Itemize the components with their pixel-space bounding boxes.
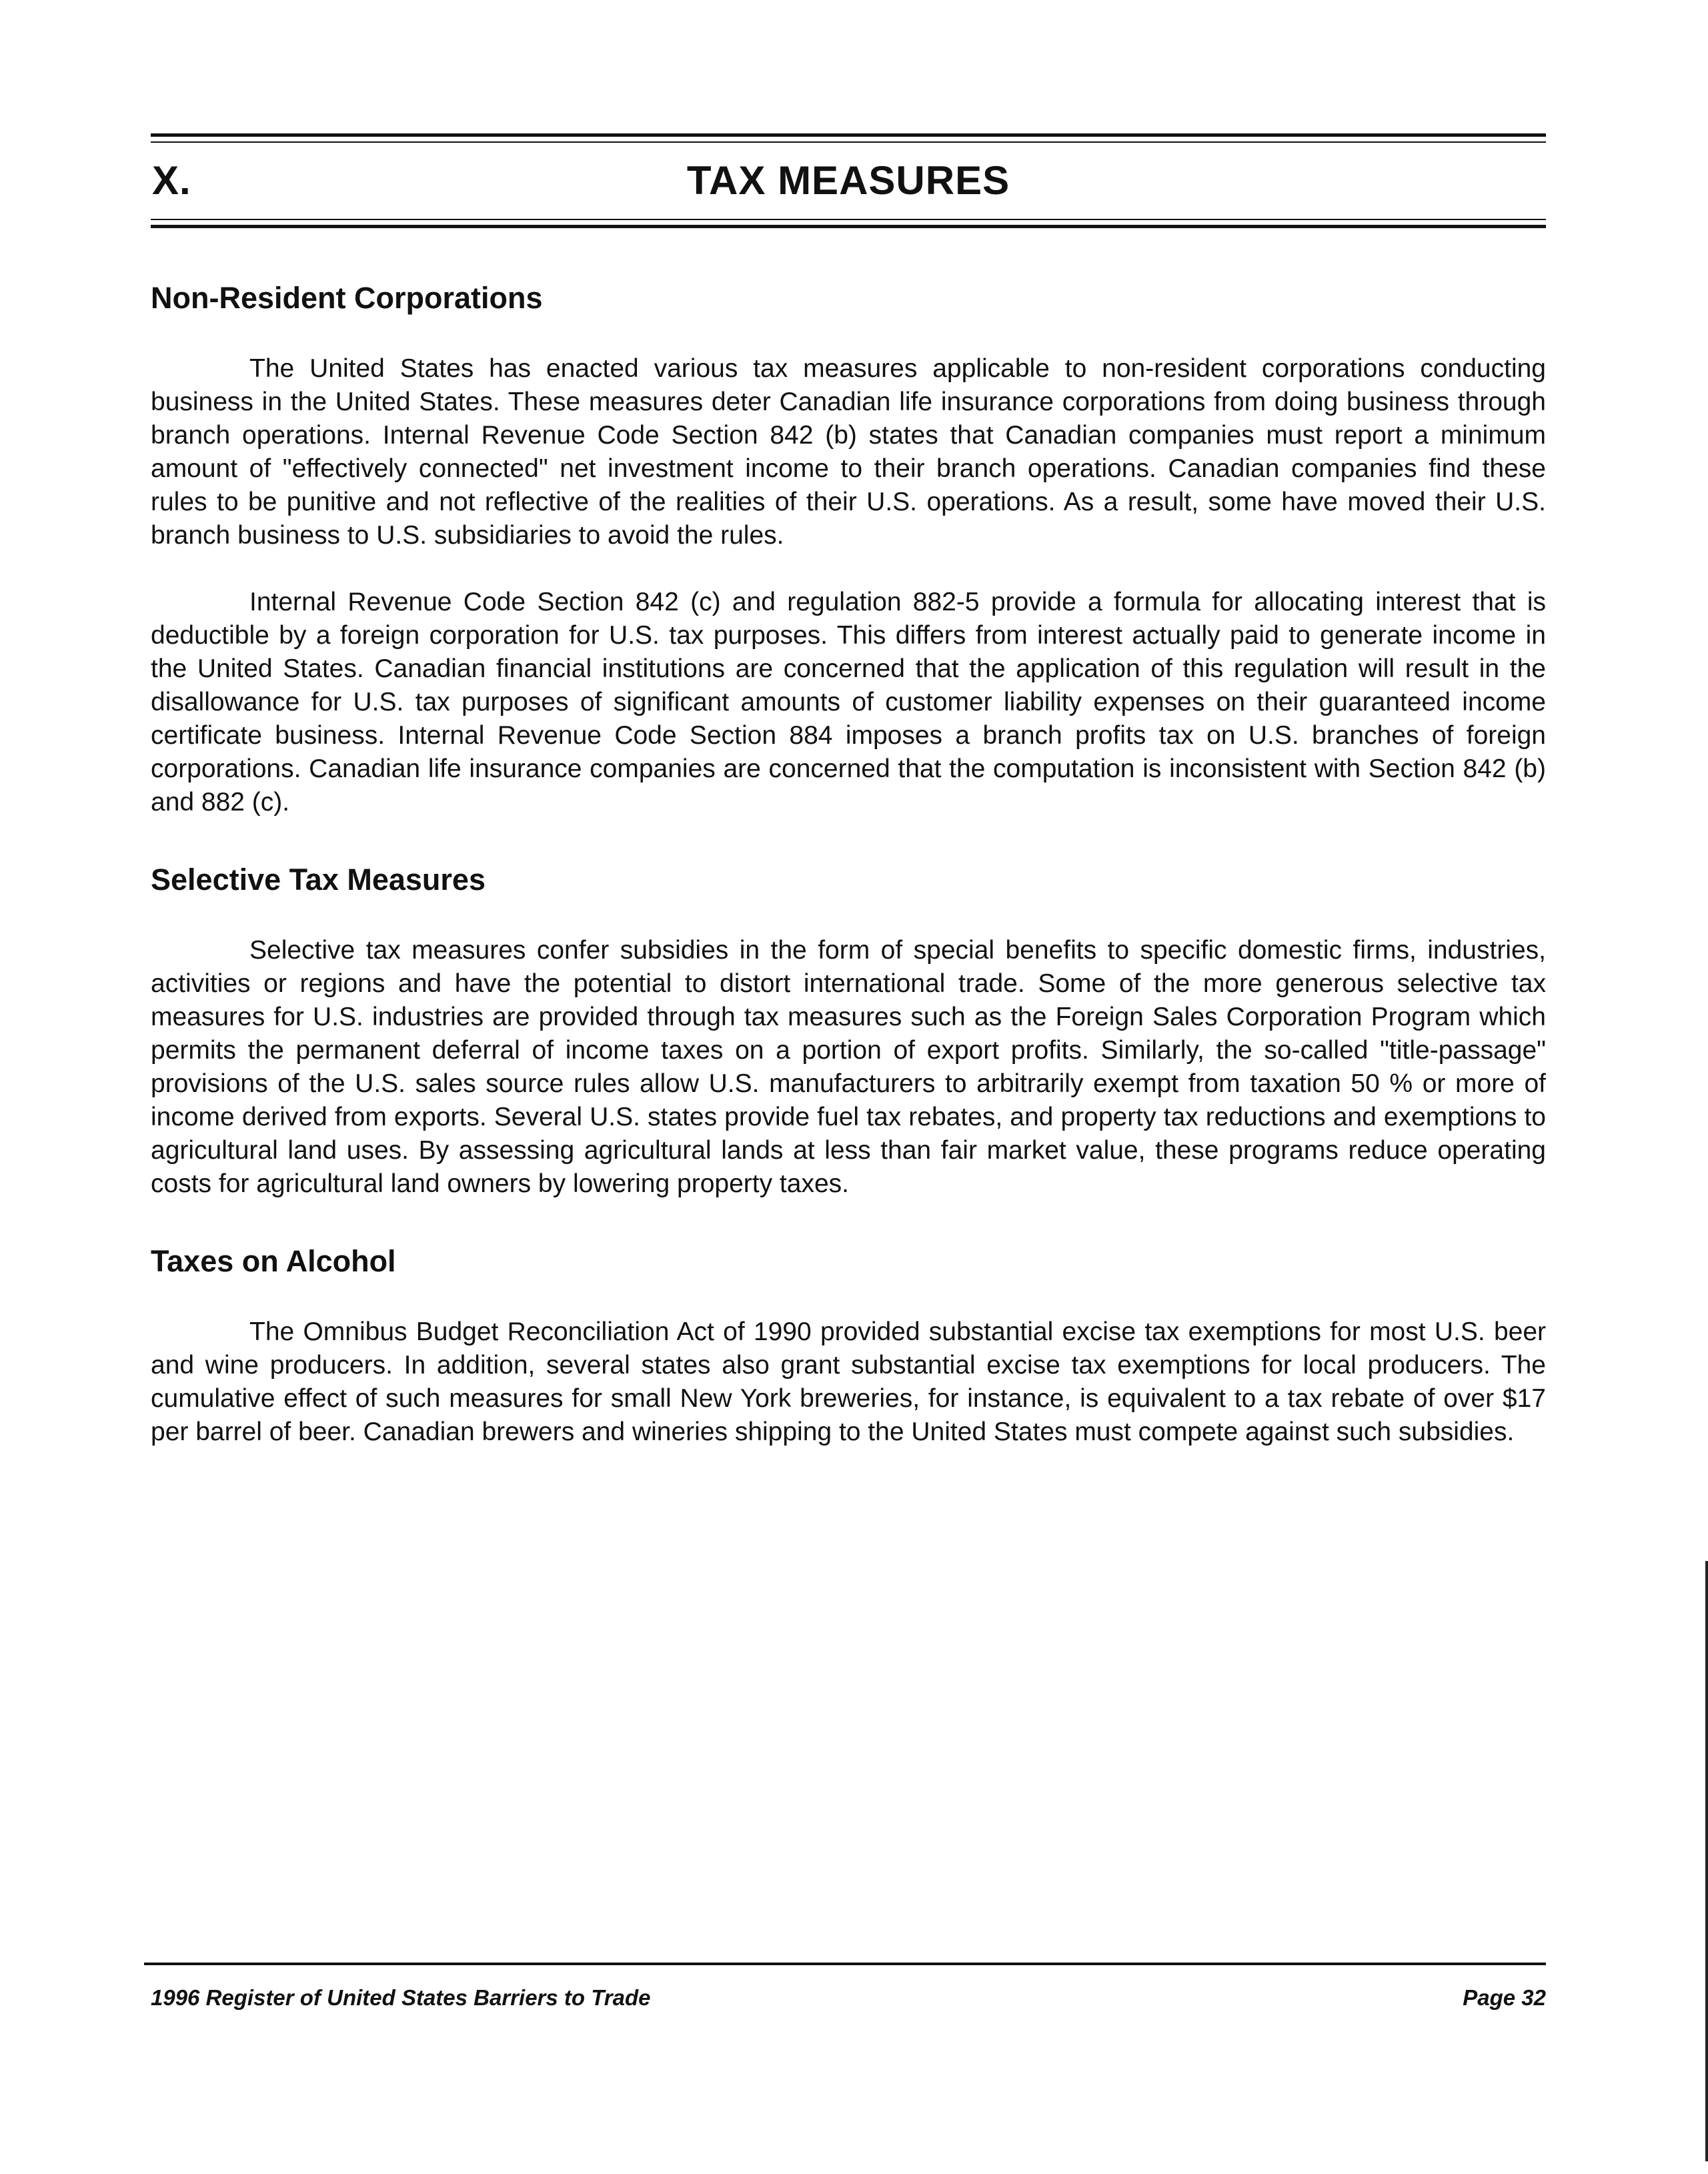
footer-row <box>144 1965 1546 2012</box>
paragraph: The United States has enacted various tax measures applicable to non-resident corporations conducting business in the United States. These measures deter Canadian life insurance corporations from doing business through branch operations. Internal Revenue Code Section 842 (b) states that Canadian companies must report a minimum amount of "effectively connected" net investment income to their branch operations. Canadian companies find these rules to be punitive and not reflective of the realities of their U.S. operations. As a result, some have moved their U.S. branch business to U.S. subsidiaries to avoid the rules. <box>151 354 1546 550</box>
section-heading: Taxes on Alcohol <box>151 1244 396 1278</box>
header-bottom-rule <box>151 219 1546 228</box>
footer-publication: 1996 Register of United States Barriers to Trade <box>151 1985 651 2010</box>
paragraph: The Omnibus Budget Reconciliation Act of 1990 provided substantial excise tax exemptions for most U.S. beer and wine producers. In addition, several states also grant substantial excise tax exemptions for local producers. The cumulative effect of such measures for small New York breweries, for instance, is equivalent to a tax rebate of over $17 per barrel of beer. Canadian brewers and wineries shipping to the United States must compete against such subsidies. <box>151 1317 1546 1446</box>
header-top-rule <box>151 133 1546 143</box>
paragraph: Selective tax measures confer subsidies in the form of special benefits to specific domestic firms, industries, activities or regions and have the potential to distort international trade. Some of the more generous selective tax measures for U.S. industries are provided through tax measures such as the Foreign Sales Corporation Program which permits the permanent deferral of income taxes on a portion of export profits. Similarly, the so-called "title-passage" provisions of the U.S. sales source rules allow U.S. manufacturers to arbitrarily exempt from taxation 50 % or more of income derived from exports. Several U.S. states provide fuel tax rebates, and property tax reductions and exemptions to agricultural land uses. By assessing agricultural lands at less than fair market value, these programs reduce operating costs for agricultural land owners by lowering property taxes. <box>151 936 1546 1198</box>
scan-edge-mark <box>1705 1561 1708 2161</box>
section-non-resident-corporations <box>151 279 1546 819</box>
section-header <box>151 133 1546 228</box>
page-footer <box>144 1963 1546 2012</box>
footer-page-number: Page 32 <box>1463 1985 1546 2010</box>
section-heading: Selective Tax Measures <box>151 863 486 897</box>
document-body <box>151 279 1546 1449</box>
section-number: X. <box>152 158 191 203</box>
header-row <box>151 143 1546 219</box>
section-taxes-on-alcohol <box>151 1242 1546 1449</box>
section-heading: Non-Resident Corporations <box>151 281 543 315</box>
section-selective-tax-measures <box>151 861 1546 1201</box>
paragraph: Internal Revenue Code Section 842 (c) and regulation 882-5 provide a formula for allocating interest that is deductible by a foreign corporation for U.S. tax purposes. This differs from interest actually paid to generate income in the United States. Canadian financial institutions are concerned that the application of this regulation will result in the disallowance for U.S. tax purposes of significant amounts of customer liability expenses on their guaranteed income certificate business. Internal Revenue Code Section 884 imposes a branch profits tax on U.S. branches of foreign corporations. Canadian life insurance companies are concerned that the computation is inconsistent with Section 842 (b) and 882 (c). <box>151 588 1546 817</box>
section-title: TAX MEASURES <box>686 158 1010 203</box>
